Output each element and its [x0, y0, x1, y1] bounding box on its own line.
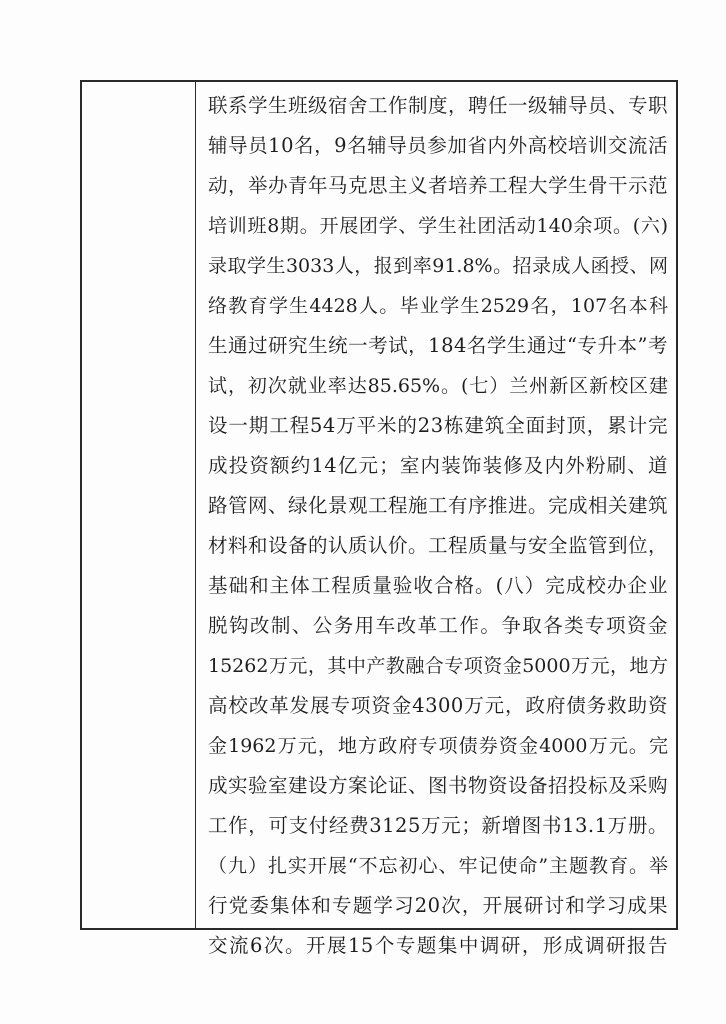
text-line: 录取学生3033人，报到率91.8%。招录成人函授、网: [208, 255, 668, 277]
text-line: 联系学生班级宿舍工作制度，聘任一级辅导员、专职: [208, 94, 669, 117]
text-line: 行党委集体和专题学习20次，开展研讨和学习成果: [208, 894, 668, 917]
text-line: 辅导员10名，9名辅导员参加省内外高校培训交流活: [208, 134, 668, 157]
text-line: 脱钩改制、公务用车改革工作。争取各类专项资金: [208, 614, 668, 637]
text-line: 成实验室建设方案论证、图书物资设备招投标及采购: [208, 774, 669, 797]
text-line: 培训班8期。开展团学、学生社团活动140余项。(六): [208, 215, 668, 237]
text-line: 路管网、绿化景观工程施工有序推进。完成相关建筑: [208, 494, 669, 517]
table-content-cell: [200, 86, 672, 957]
text-line: 设一期工程54万平米的23栋建筑全面封顶，累计完: [208, 414, 668, 437]
text-line: （九）扎实开展“不忘初心、牢记使命”主题教育。举: [208, 855, 668, 877]
text-line: 生通过研究生统一考试，184名学生通过“专升本”考: [208, 334, 668, 357]
text-line: 试，初次就业率达85.65%。(七）兰州新区新校区建: [208, 375, 668, 397]
text-line: 络教育学生4428人。毕业学生2529名，107名本科: [208, 295, 668, 317]
text-line: 高校改革发展专项资金4300万元，政府债务救助资: [208, 694, 668, 717]
text-line: 15262万元，其中产教融合专项资金5000万元，地方: [208, 655, 668, 677]
text-line: 基础和主体工程质量验收合格。(八）完成校办企业: [208, 574, 668, 597]
text-line: 工作，可支付经费3125万元；新增图书13.1万册。: [208, 814, 668, 837]
table-label-column: [82, 82, 196, 928]
text-line: 交流6次。开展15个专题集中调研，形成调研报告: [208, 934, 668, 957]
text-line: 动，举办青年马克思主义者培养工程大学生骨干示范: [208, 174, 669, 197]
text-line: 金1962万元，地方政府专项债券资金4000万元。完: [208, 735, 668, 757]
report-table: [80, 80, 678, 957]
text-line: 成投资额约14亿元；室内装饰装修及内外粉刷、道: [208, 454, 668, 477]
text-line: 材料和设备的认质认价。工程质量与安全监管到位，: [208, 534, 669, 557]
